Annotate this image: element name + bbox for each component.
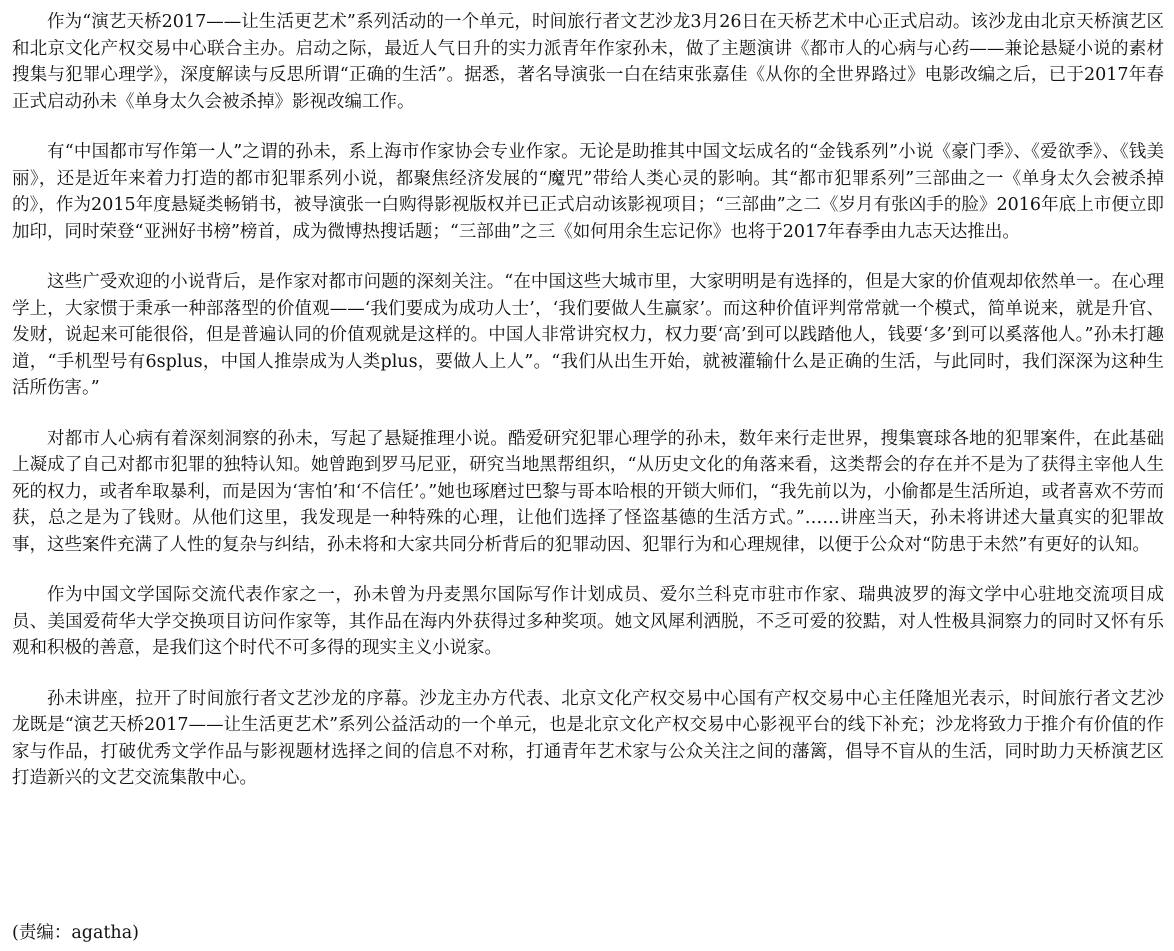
- article-body: [12, 9, 1164, 816]
- paragraph-1: 作为“演艺天桥2017——让生活更艺术”系列活动的一个单元，时间旅行者文艺沙龙3月26日在天桥艺术中心正式启动。该沙龙由北京天桥演艺区和北京文化产权交易中心联合主办。启动之际，最近人气日升的实力派青年作家孙未，做了主题演讲《都市人的心病与心药——兼论悬疑小说的素材搜集与犯罪心理学》，深度解读与反思所谓“正确的生活”。据悉，著名导演张一白在结束张嘉佳《从你的全世界路过》电影改编之后，已于2017年春正式启动孙未《单身太久会被杀掉》影视改编工作。: [12, 12, 1164, 112]
- paragraph-3: 这些广受欢迎的小说背后，是作家对都市问题的深刻关注。“在中国这些大城市里，大家明明是有选择的，但是大家的价值观却依然单一。在心理学上，大家惯于秉承一种部落型的价值观——‘我们要成为成功人士’，‘我们要做人生赢家’。而这种价值评判常常就一个模式，简单说来，就是升官、发财，说起来可能很俗，但是普遍认同的价值观就是这样的。中国人非常讲究权力，权力要‘高’到可以践踏他人，钱要‘多’到可以奚落他人。”孙未打趣道，“手机型号有6splus，中国人推崇成为人类plus，要做人上人”。“我们从出生开始，就被灌输什么是正确的生活，与此同时，我们深深为这种生活所伤害。”: [12, 272, 1164, 398]
- paragraph-4: 对都市人心病有着深刻洞察的孙未，写起了悬疑推理小说。酷爱研究犯罪心理学的孙未，数年来行走世界，搜集寰球各地的犯罪案件，在此基础上凝成了自己对都市犯罪的独特认知。她曾跑到罗马尼亚，研究当地黑帮组织，“从历史文化的角落来看，这类帮会的存在并不是为了获得主宰他人生死的权力，或者牟取暴利，而是因为‘害怕’和‘不信任’。”她也琢磨过巴黎与哥本哈根的开锁大师们，“我先前以为，小偷都是生活所迫，或者喜欢不劳而获，总之是为了钱财。从他们这里，我发现是一种特殊的心理，让他们选择了怪盗基德的生活方式。”……讲座当天，孙未将讲述大量真实的犯罪故事，这些案件充满了人性的复杂与纠结，孙未将和大家共同分析背后的犯罪动因、犯罪行为和心理规律，以便于公众对“防患于未然”有更好的认知。: [12, 428, 1164, 555]
- paragraph-5: 作为中国文学国际交流代表作家之一，孙未曾为丹麦黑尔国际写作计划成员、爱尔兰科克市驻市作家、瑞典波罗的海文学中心驻地交流项目成员、美国爱荷华大学交换项目访问作家等，其作品在海内外获得过多种奖项。她文风犀利洒脱，不乏可爱的狡黠，对人性极具洞察力的同时又怀有乐观和积极的善意，是我们这个时代不可多得的现实主义小说家。: [12, 585, 1164, 658]
- paragraph-6: 孙未讲座，拉开了时间旅行者文艺沙龙的序幕。沙龙主办方代表、北京文化产权交易中心国有产权交易中心主任隆旭光表示，时间旅行者文艺沙龙既是“演艺天桥2017——让生活更艺术”系列公益活动的一个单元，也是北京文化产权交易中心影视平台的线下补充；沙龙将致力于推介有价值的作家与作品，打破优秀文学作品与影视题材选择之间的信息不对称，打通青年艺术家与公众关注之间的藩篱，倡导不盲从的生活，同时助力天桥演艺区打造新兴的文艺交流集散中心。: [12, 688, 1164, 788]
- paragraph-2: 有“中国都市写作第一人”之谓的孙未，系上海市作家协会专业作家。无论是助推其中国文坛成名的“金钱系列”小说《豪门季》、《爱欲季》、《钱美丽》，还是近年来着力打造的都市犯罪系列小说，都聚焦经济发展的“魔咒”带给人类心灵的影响。其“都市犯罪系列”三部曲之一《单身太久会被杀掉的》，作为2015年度悬疑类畅销书，被导演张一白购得影视版权并已正式启动该影视项目；“三部曲”之二《岁月有张凶手的脸》2016年底上市便立即加印，同时荣登“亚洲好书榜”榜首，成为微博热搜话题；“三部曲”之三《如何用余生忘记你》也将于2017年春季由九志天达推出。: [12, 142, 1165, 242]
- editor-credit: (责编：agatha): [12, 923, 139, 943]
